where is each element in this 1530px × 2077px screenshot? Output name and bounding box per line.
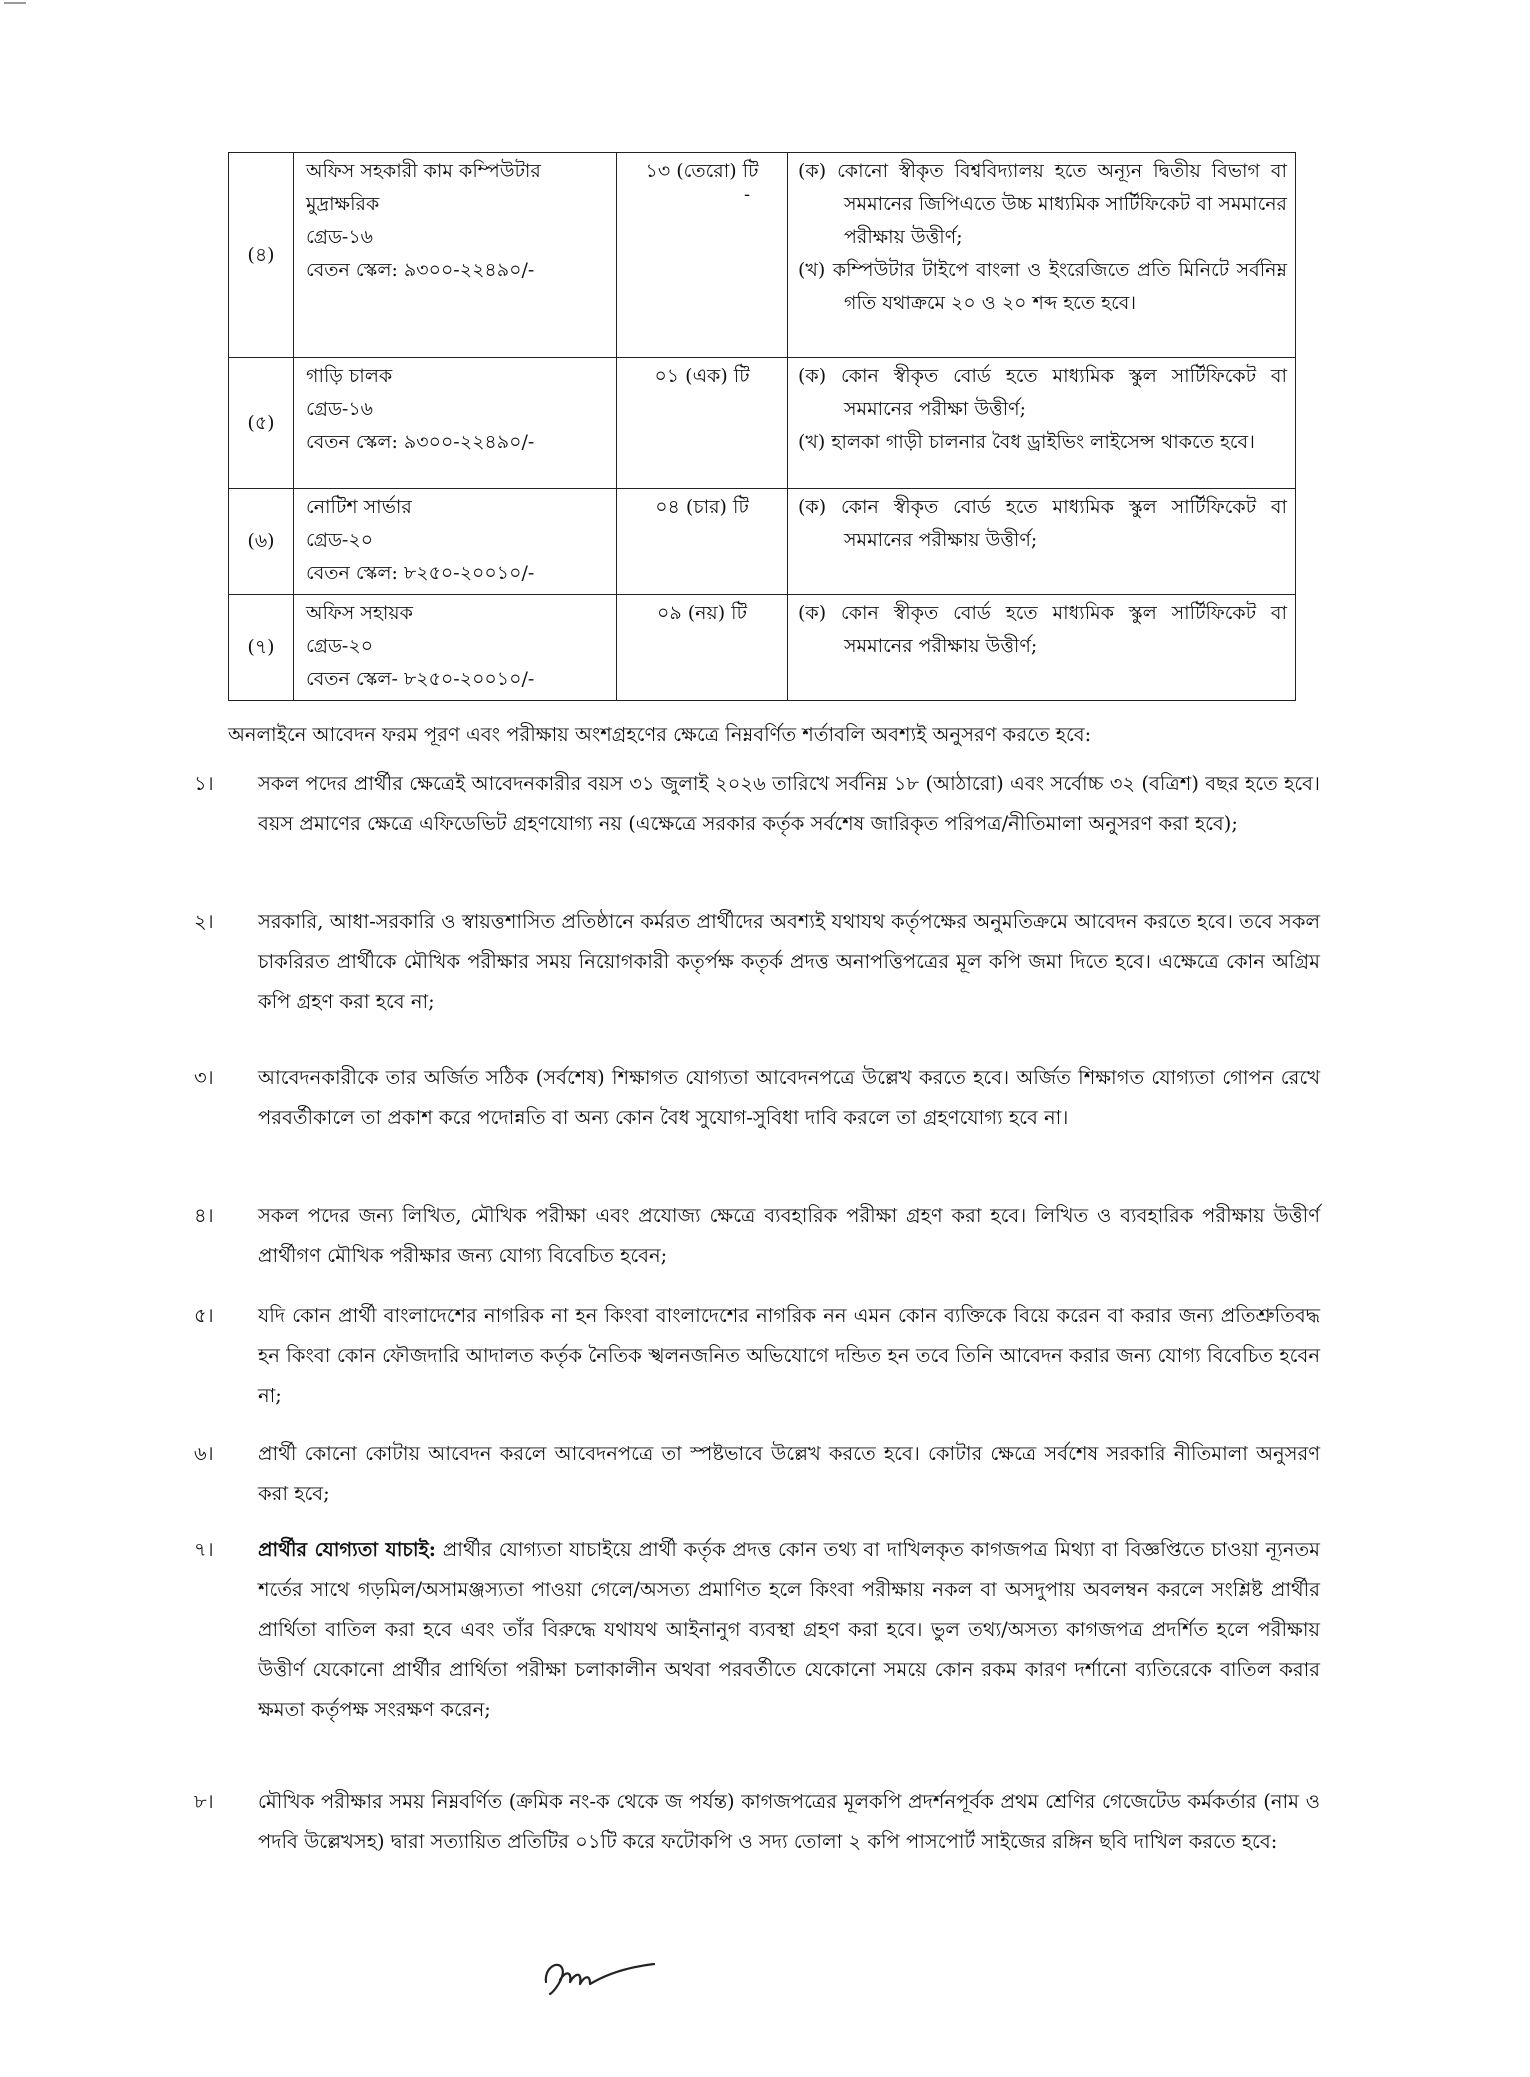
post-count: ০৯ (নয়) টি (657, 602, 747, 624)
serial-cell: (৪) (229, 153, 294, 358)
post-count: ০৪ (চার) টি (655, 496, 749, 518)
post-cell (294, 153, 617, 358)
post-cell (294, 489, 617, 595)
qualification-item: (ক) কোনো স্বীকৃত বিশ্ববিদ্যালয় হতে অন্যূন দ্বিতীয় বিভাগ বা সমমানের জিপিএতে উচ্চ মাধ্যমিক সার্টিফিকেট বা সমমানের পরীক্ষায় উত্তীর্ণ; (798, 160, 1287, 248)
post-name: অফিস সহায়ক (306, 602, 413, 624)
post-grade: গ্রেড-২০ (306, 635, 374, 657)
qualification-cell (788, 153, 1296, 358)
qualification-item: (ক) কোন স্বীকৃত বোর্ড হতে মাধ্যমিক স্কুল সার্টিফিকেট বা সমমানের পরীক্ষায় উত্তীর্ণ; (798, 602, 1287, 657)
condition-text: মৌখিক পরীক্ষার সময় নিম্নবর্ণিত (ক্রমিক নং-ক থেকে জ পর্যন্ত) কাগজপত্রের মূলকপি প্রদর্শনপূর্বক প্রথম শ্রেণির গেজেটেড কর্মকর্তার (নাম ও পদবি উল্লেখসহ) দ্বারা সত্যায়িত প্রতিটির ০১টি করে ফটোকপি ও সদ্য তোলা ২ কপি পাসপোর্ট সাইজের রঙ্গিন ছবি দাখিল করতে হবে: (258, 1790, 1320, 1853)
qualification-item: (খ) হালকা গাড়ী চালনার বৈধ ড্রাইভিং লাইসেন্স থাকতে হবে। (798, 431, 1255, 453)
condition-item (194, 1196, 1320, 1276)
post-grade: গ্রেড-২০ (306, 529, 374, 551)
posts-table (228, 152, 1296, 701)
qualification-item: (খ) কম্পিউটার টাইপে বাংলা ও ইংরেজিতে প্রতি মিনিটে সর্বনিম্ন গতি যথাক্রমে ২০ ও ২০ শব্দ হতে হবে। (798, 259, 1287, 314)
table-row (229, 595, 1296, 701)
condition-item (194, 1782, 1320, 1862)
table-row (229, 153, 1296, 358)
condition-item (194, 1434, 1320, 1514)
condition-number: ৮। (194, 1790, 214, 1813)
condition-item (194, 1530, 1320, 1730)
post-grade: গ্রেড-১৬ (306, 398, 374, 420)
condition-number: ৩। (194, 1066, 214, 1089)
condition-item (194, 1058, 1320, 1138)
qualification-cell (788, 358, 1296, 489)
condition-number: ১। (194, 772, 214, 795)
post-name-cont: মুদ্রাক্ষরিক (306, 193, 380, 215)
post-name: নোটিশ সার্ভার (306, 496, 412, 518)
condition-number: ৫। (194, 1304, 214, 1327)
condition-heading: প্রার্থীর যোগ্যতা যাচাই: (258, 1538, 436, 1561)
serial-cell: (৬) (229, 489, 294, 595)
serial-cell: (৭) (229, 595, 294, 701)
conditions-intro: অনলাইনে আবেদন ফরম পূরণ এবং পরীক্ষায় অংশগ্রহণের ক্ষেত্রে নিম্নবর্ণিত শর্তাবলি অবশ্যই অনুসরণ করতে হবে: (228, 723, 1092, 746)
table-row (229, 358, 1296, 489)
count-cell (617, 595, 788, 701)
post-salary: বেতন স্কেল: ৯৩০০-২২৪৯০/- (306, 259, 535, 281)
qualification-item: (ক) কোন স্বীকৃত বোর্ড হতে মাধ্যমিক স্কুল সার্টিফিকেট বা সমমানের পরীক্ষায় উত্তীর্ণ; (798, 496, 1287, 551)
post-count: ১৩ (তেরো) টি (645, 160, 759, 182)
condition-number: ৬। (194, 1442, 214, 1465)
count-cell (617, 153, 788, 358)
condition-number: ৭। (194, 1538, 214, 1561)
post-salary: বেতন স্কেল: ৯৩০০-২২৪৯০/- (306, 431, 535, 453)
condition-body: প্রার্থীর যোগ্যতা যাচাইয়ে প্রার্থী কর্তৃক প্রদত্ত কোন তথ্য বা দাখিলকৃত কাগজপত্র মিথ্যা বা বিজ্ঞপ্তিতে চাওয়া ন্যূনতম শর্তের সাথে গড়মিল/অসামঞ্জস্যতা পাওয়া গেলে/অসত্য প্রমাণিত হলে কিংবা পরীক্ষায় নকল বা অসদুপায় অবলম্বন করলে সংশ্লিষ্ট প্রার্থীর প্রার্থিতা বাতিল করা হবে এবং তাঁর বিরুদ্ধে যথাযথ আইনানুগ ব্যবস্থা গ্রহণ করা হবে। ভুল তথ্য/অসত্য কাগজপত্র প্রদর্শিত হলে পরীক্ষায় উত্তীর্ণ যেকোনো প্রার্থীর প্রার্থিতা পরীক্ষা চলাকালীন অথবা পরবর্তীতে যেকোনো সময়ে কোন রকম কারণ দর্শানো ব্যতিরেকে বাতিল করার ক্ষমতা কর্তৃপক্ষ সংরক্ষণ করেন; (258, 1538, 1320, 1721)
post-name: অফিস সহকারী কাম কম্পিউটার (306, 160, 541, 182)
qualification-item: (ক) কোন স্বীকৃত বোর্ড হতে মাধ্যমিক স্কুল সার্টিফিকেট বা সমমানের পরীক্ষা উত্তীর্ণ; (798, 365, 1287, 420)
condition-item (194, 1296, 1320, 1416)
post-cell (294, 595, 617, 701)
condition-text: সরকারি, আধা-সরকারি ও স্বায়ত্তশাসিত প্রতিষ্ঠানে কর্মরত প্রার্থীদের অবশ্যই যথাযথ কর্তৃপক্ষের অনুমতিক্রমে আবেদন করতে হবে। তবে সকল চাকরিরত প্রার্থীকে মৌখিক পরীক্ষার সময় নিয়োগকারী কতৃর্পক্ষ কতৃর্ক প্রদত্ত অনাপত্তিপত্রের মূল কপি জমা দিতে হবে। এক্ষেত্রে কোন অগ্রিম কপি গ্রহণ করা হবে না; (258, 910, 1320, 1013)
signature-image (540, 1948, 660, 2000)
condition-item (194, 764, 1320, 844)
condition-text: যদি কোন প্রার্থী বাংলাদেশের নাগরিক না হন কিংবা বাংলাদেশের নাগরিক নন এমন কোন ব্যক্তিকে বিয়ে করেন বা করার জন্য প্রতিশ্রুতিবদ্ধ হন কিংবা কোন ফৌজদারি আদালত কর্তৃক নৈতিক স্খলনজনিত অভিযোগে দন্ডিত হন তবে তিনি আবেদন করার জন্য যোগ্য বিবেচিত হবেন না; (258, 1304, 1320, 1407)
count-cell (617, 489, 788, 595)
scan-mark (4, 2, 26, 4)
count-note: - (743, 184, 751, 205)
table-row (229, 489, 1296, 595)
post-name: গাড়ি চালক (306, 365, 393, 387)
condition-number: ২। (194, 910, 214, 933)
condition-text: প্রার্থী কোনো কোটায় আবেদন করলে আবেদনপত্রে তা স্পষ্টভাবে উল্লেখ করতে হবে। কোটার ক্ষেত্রে সর্বশেষ সরকারি নীতিমালা অনুসরণ করা হবে; (258, 1442, 1320, 1505)
condition-text: সকল পদের প্রার্থীর ক্ষেত্রেই আবেদনকারীর বয়স ৩১ জুলাই ২০২৬ তারিখে সর্বনিম্ন ১৮ (আঠারো) এবং সর্বোচ্চ ৩২ (বত্রিশ) বছর হতে হবে। বয়স প্রমাণের ক্ষেত্রে এফিডেভিট গ্রহণযোগ্য নয় (এক্ষেত্রে সরকার কর্তৃক সর্বশেষ জারিকৃত পরিপত্র/নীতিমালা অনুসরণ করা হবে); (258, 772, 1320, 835)
post-salary: বেতন স্কেল: ৮২৫০-২০০১০/- (306, 562, 535, 584)
count-cell (617, 358, 788, 489)
post-cell (294, 358, 617, 489)
qualification-cell (788, 489, 1296, 595)
condition-text: আবেদনকারীকে তার অর্জিত সঠিক (সর্বশেষ) শিক্ষাগত যোগ্যতা আবেদনপত্রে উল্লেখ করতে হবে। অর্জিত শিক্ষাগত যোগ্যতা গোপন রেখে পরবর্তীকালে তা প্রকাশ করে পদোন্নতি বা অন্য কোন বৈধ সুযোগ-সুবিধা দাবি করলে তা গ্রহণযোগ্য হবে না। (258, 1066, 1320, 1129)
condition-item (194, 902, 1320, 1022)
post-grade: গ্রেড-১৬ (306, 226, 374, 248)
condition-text: সকল পদের জন্য লিখিত, মৌখিক পরীক্ষা এবং প্রযোজ্য ক্ষেত্রে ব্যবহারিক পরীক্ষা গ্রহণ করা হবে। লিখিত ও ব্যবহারিক পরীক্ষায় উত্তীর্ণ প্রার্থীগণ মৌখিক পরীক্ষার জন্য যোগ্য বিবেচিত হবেন; (258, 1204, 1320, 1267)
post-count: ০১ (এক) টি (654, 365, 750, 387)
serial-cell: (৫) (229, 358, 294, 489)
condition-text (258, 1530, 1320, 1730)
post-salary: বেতন স্কেল- ৮২৫০-২০০১০/- (306, 668, 535, 690)
condition-number: ৪। (194, 1204, 214, 1227)
qualification-cell (788, 595, 1296, 701)
